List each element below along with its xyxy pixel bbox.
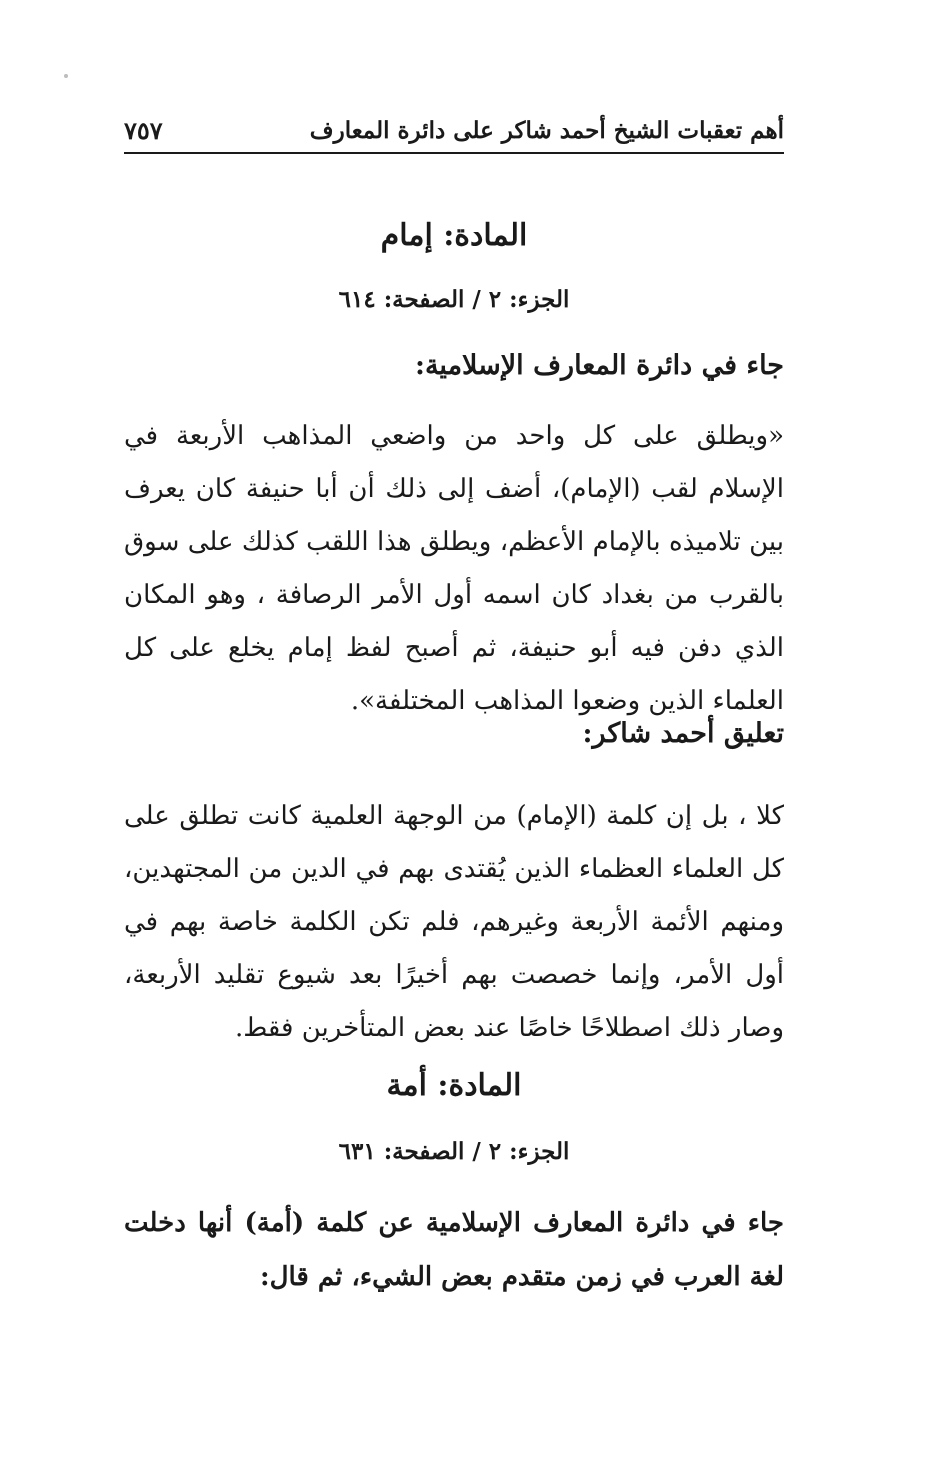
scan-speck <box>64 74 68 78</box>
page-number: ٧٥٧ <box>124 115 163 145</box>
comment-heading-imam: تعليق أحمد شاكر: <box>582 718 784 749</box>
entry-reference-imam: الجزء: ٢ / الصفحة: ٦١٤ <box>338 286 570 313</box>
running-title: أهم تعقبات الشيخ أحمد شاكر على دائرة المعارف <box>309 116 784 144</box>
intro-umma: جاء في دائرة المعارف الإسلامية عن كلمة (أمة) أنها دخلت لغة العرب في زمن متقدم بعض الشيء، ثم قال: <box>124 1208 784 1292</box>
encyclopedia-quote-imam: «ويطلق على كل واحد من واضعي المذاهب الأربعة في الإسلام لقب (الإمام)، أضف إلى ذلك أن أبا حنيفة كان يعرف بين تلاميذه بالإمام الأعظم، ويطلق هذا اللقب كذلك على سوق بالقرب من بغداد كان اسمه أول الأمر الرصافة ، وهو المكان الذي دفن فيه أبو حنيفة، ثم أصبح لفظ إمام يخلع على كل العلماء الذين وضعوا المذاهب المختلفة». <box>124 421 784 716</box>
running-header <box>124 110 784 150</box>
entry-title-umma: المادة: أمة <box>386 1068 522 1103</box>
header-rule <box>124 152 784 154</box>
entry-title-imam: المادة: إمام <box>380 218 528 253</box>
shakir-comment-imam: كلا ، بل إن كلمة (الإمام) من الوجهة العلمية كانت تطلق على كل العلماء العظماء الذين يُقتدى بهم في الدين من المجتهدين، ومنهم الأئمة الأربعة وغيرهم، فلم تكن الكلمة خاصة بهم في أول الأمر، وإنما خصصت بهم أخيرًا بعد شيوع تقليد الأربعة، وصار ذلك اصطلاحًا خاصًا عند بعض المتأخرين فقط. <box>124 801 784 1043</box>
entry-reference-umma: الجزء: ٢ / الصفحة: ٦٣١ <box>338 1138 570 1165</box>
quote-heading-imam: جاء في دائرة المعارف الإسلامية: <box>414 350 784 381</box>
